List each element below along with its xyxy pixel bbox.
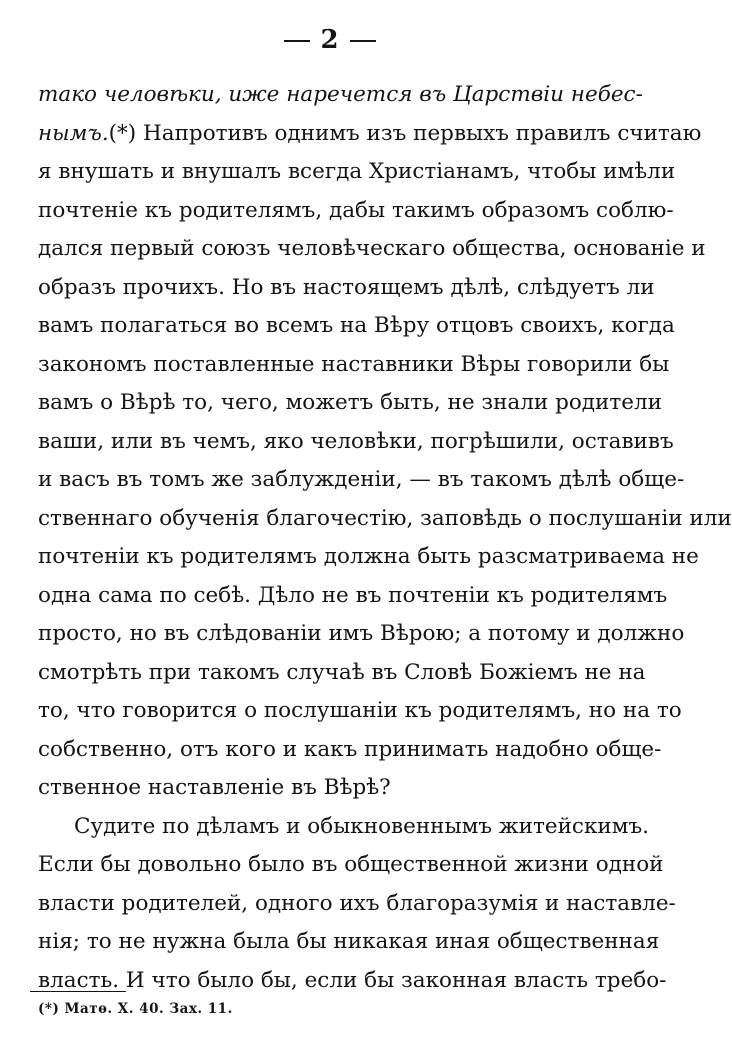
text-line-20: Судите по дѣламъ и обыкновеннымъ житейскимъ. [74,813,649,839]
body-text [38,76,732,1000]
text-line-4: почтеніе къ родителямъ, дабы такимъ образомъ соблю- [38,197,674,223]
text-line-10: ваши, или въ чемъ, яко человѣки, погрѣшили, оставивъ [38,428,674,454]
text-line-16: смотрѣть при такомъ случаѣ въ Словѣ Божіемъ не на [38,659,646,685]
page-number: 2 [320,25,340,55]
text-line-2-rest: (*) Напротивъ однимъ изъ первыхъ правилъ считаю [108,120,702,146]
text-line-18: собственно, отъ кого и какъ принимать надобно обще- [38,736,662,762]
text-line-17: то, что говорится о послушаніи къ родителямъ, но на то [38,698,682,723]
page-header [0,22,660,58]
text-line-19: ственное наставленіе въ Вѣрѣ? [38,775,391,800]
text-line-15: просто, но въ слѣдованіи имъ Вѣрою; а потому и должно [38,621,685,646]
text-line-8: закономъ поставленные наставники Вѣры говорили бы [38,351,670,377]
text-line-12: ственнаго обученія благочестію, заповѣдь о послушаніи или [38,505,732,531]
text-line-14: одна сама по себѣ. Дѣло не въ почтеніи къ родителямъ [38,582,668,608]
text-line-3: я внушать и внушалъ всегда Христіанамъ, чтобы имѣли [38,159,676,184]
header-dash-right [350,40,376,42]
text-line-11: и васъ въ томъ же заблужденіи, — въ такомъ дѣлѣ обще- [38,467,685,492]
header-dash-left [284,40,310,42]
text-line-7: вамъ полагаться во всемъ на Вѣру отцовъ своихъ, когда [38,313,675,338]
text-line-21: Если бы довольно было въ общественной жизни одной [38,852,664,877]
footnote: (*) Матѳ. Х. 40. Зах. 11. [38,1001,233,1017]
text-line-9: вамъ о Вѣрѣ то, чего, можетъ быть, не знали родители [38,390,662,415]
footnote-rule [30,991,126,992]
text-line-6: образъ прочихъ. Но въ настоящемъ дѣлѣ, слѣдуетъ ли [38,274,655,300]
text-line-13: почтеніи къ родителямъ должна быть разсматриваема не [38,544,699,569]
text-line-2-italic: нымъ. [38,120,109,146]
text-line-23: нія; то не нужна была бы никакая иная общественная [38,929,660,954]
text-line-22: власти родителей, одного ихъ благоразумія и наставле- [38,890,676,916]
text-line-5: дался первый союзъ человѣческаго общества, основаніе и [38,236,706,261]
text-line-24: власть. И что было бы, если бы законная власть требо- [38,967,667,993]
text-line-2 [38,115,702,154]
text-line-1: тако человѣки, иже наречется въ Царствіи небес- [38,82,643,107]
